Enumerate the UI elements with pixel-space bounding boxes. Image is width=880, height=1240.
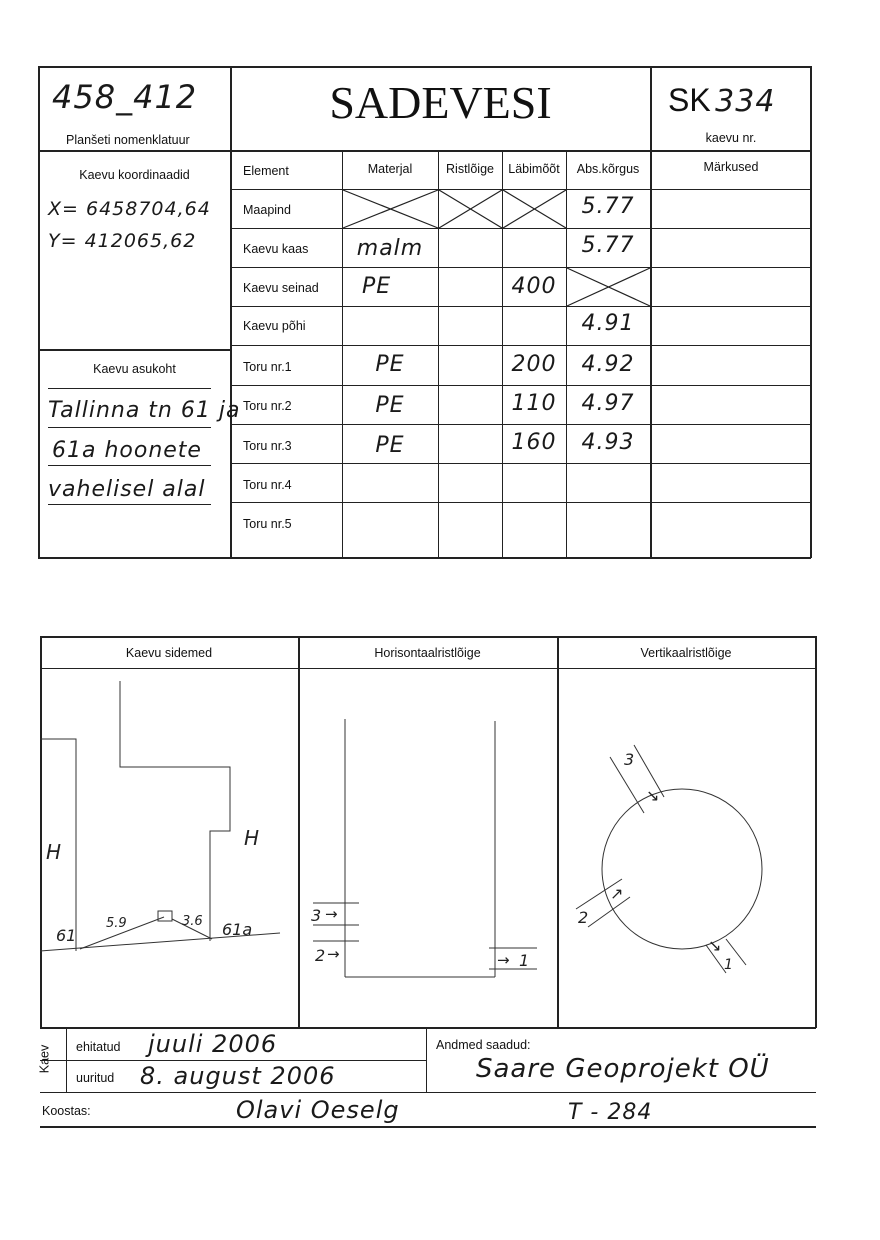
connections-sketch <box>40 669 298 1027</box>
sketch-header-vertical: Vertikaalristlõige <box>640 646 732 660</box>
coords-label: Kaevu koordinaadid <box>79 168 190 182</box>
row-elevation: 5.77 <box>581 233 635 258</box>
row-diameter: 400 <box>511 274 557 299</box>
data-from-label: Andmed saadud: <box>436 1038 531 1052</box>
pipe-2-label: 2 <box>578 908 589 927</box>
distance-left: 5.9 <box>106 916 127 931</box>
sketch-header-horizontal: Horisontaalristlõige <box>374 646 481 660</box>
house-right-label: H <box>244 826 260 850</box>
col-header-elevation: Abs.kõrgus <box>576 162 640 176</box>
col-header-material: Materjal <box>367 162 413 176</box>
horizontal-section-sketch <box>299 669 557 1027</box>
pipe-3-label: 3 <box>311 906 322 925</box>
label-61a: 61a <box>222 920 253 939</box>
compiled-value: Olavi Oeselg <box>236 1096 400 1124</box>
measured-label: uuritud <box>76 1071 115 1085</box>
row-element: Toru nr.4 <box>243 478 292 492</box>
row-element: Kaevu põhi <box>243 319 306 333</box>
sketch-header-connections: Kaevu sidemed <box>125 646 213 660</box>
side-label: Kaev <box>37 1044 52 1074</box>
col-header-cross-section: Ristlõige <box>446 162 494 176</box>
location-label: Kaevu asukoht <box>93 362 176 376</box>
svg-text:→: → <box>497 951 510 969</box>
row-material: PE <box>362 274 392 299</box>
pipe-3-label: 3 <box>624 750 635 769</box>
location-line-1: Tallinna tn 61 ja <box>48 398 241 423</box>
distance-right: 3.6 <box>182 914 203 929</box>
svg-text:→: → <box>327 945 340 963</box>
row-diameter: 200 <box>511 352 557 377</box>
location-line-2: 61a hoonete <box>52 438 202 463</box>
well-prefix: SK <box>668 82 711 118</box>
pipe-1-label: 1 <box>724 957 733 973</box>
sketch-sheet <box>0 600 880 1160</box>
row-element: Toru nr.3 <box>243 439 292 453</box>
vertical-section-sketch <box>558 669 816 1027</box>
row-material: PE <box>375 352 405 377</box>
row-elevation: 4.93 <box>581 430 635 455</box>
coord-y: Y= 412065,62 <box>48 230 197 252</box>
data-from-value: Saare Geoprojekt OÜ <box>476 1054 770 1084</box>
col-header-remarks: Märkused <box>703 160 759 174</box>
house-left-label: H <box>46 840 62 864</box>
top-sheet <box>0 0 880 600</box>
row-diameter: 110 <box>511 391 557 416</box>
measured-value: 8. august 2006 <box>140 1062 336 1090</box>
row-material: PE <box>375 393 405 418</box>
pipe-2-label: 2 <box>315 946 326 965</box>
row-element: Toru nr.5 <box>243 517 292 531</box>
document-number: T - 284 <box>568 1100 653 1125</box>
row-elevation: 4.92 <box>581 352 635 377</box>
row-element: Maapind <box>243 203 291 217</box>
svg-text:↘: ↘ <box>646 786 660 805</box>
nomenclature-label: Planšeti nomenklatuur <box>66 133 190 147</box>
coord-x: X= 6458704,64 <box>48 198 211 220</box>
label-61: 61 <box>56 926 77 945</box>
built-label: ehitatud <box>76 1040 121 1054</box>
built-value: juuli 2006 <box>148 1030 278 1058</box>
svg-text:↗: ↗ <box>610 884 624 903</box>
col-header-element: Element <box>243 164 289 178</box>
row-material: malm <box>356 236 424 261</box>
page-title: SADEVESI <box>329 77 552 128</box>
row-material: PE <box>375 433 405 458</box>
row-element: Kaevu kaas <box>243 242 309 256</box>
row-diameter: 160 <box>511 430 557 455</box>
well-number-value: 334 <box>715 84 776 119</box>
row-elevation: 4.97 <box>581 391 635 416</box>
row-elevation: 4.91 <box>581 311 635 336</box>
row-element: Kaevu seinad <box>243 281 319 295</box>
col-header-diameter: Läbimõõt <box>508 162 560 176</box>
row-elevation: 5.77 <box>581 194 635 219</box>
well-number-label: kaevu nr. <box>705 131 757 145</box>
pipe-1-label: 1 <box>519 951 530 970</box>
row-element: Toru nr.2 <box>243 399 292 413</box>
svg-text:→: → <box>325 905 338 923</box>
row-element: Toru nr.1 <box>243 360 292 374</box>
nomenclature-value: 458_412 <box>52 78 198 116</box>
well-number <box>668 82 775 119</box>
svg-text:↘: ↘ <box>708 936 722 955</box>
compiled-label: Koostas: <box>42 1104 91 1118</box>
location-line-3: vahelisel alal <box>48 477 206 502</box>
